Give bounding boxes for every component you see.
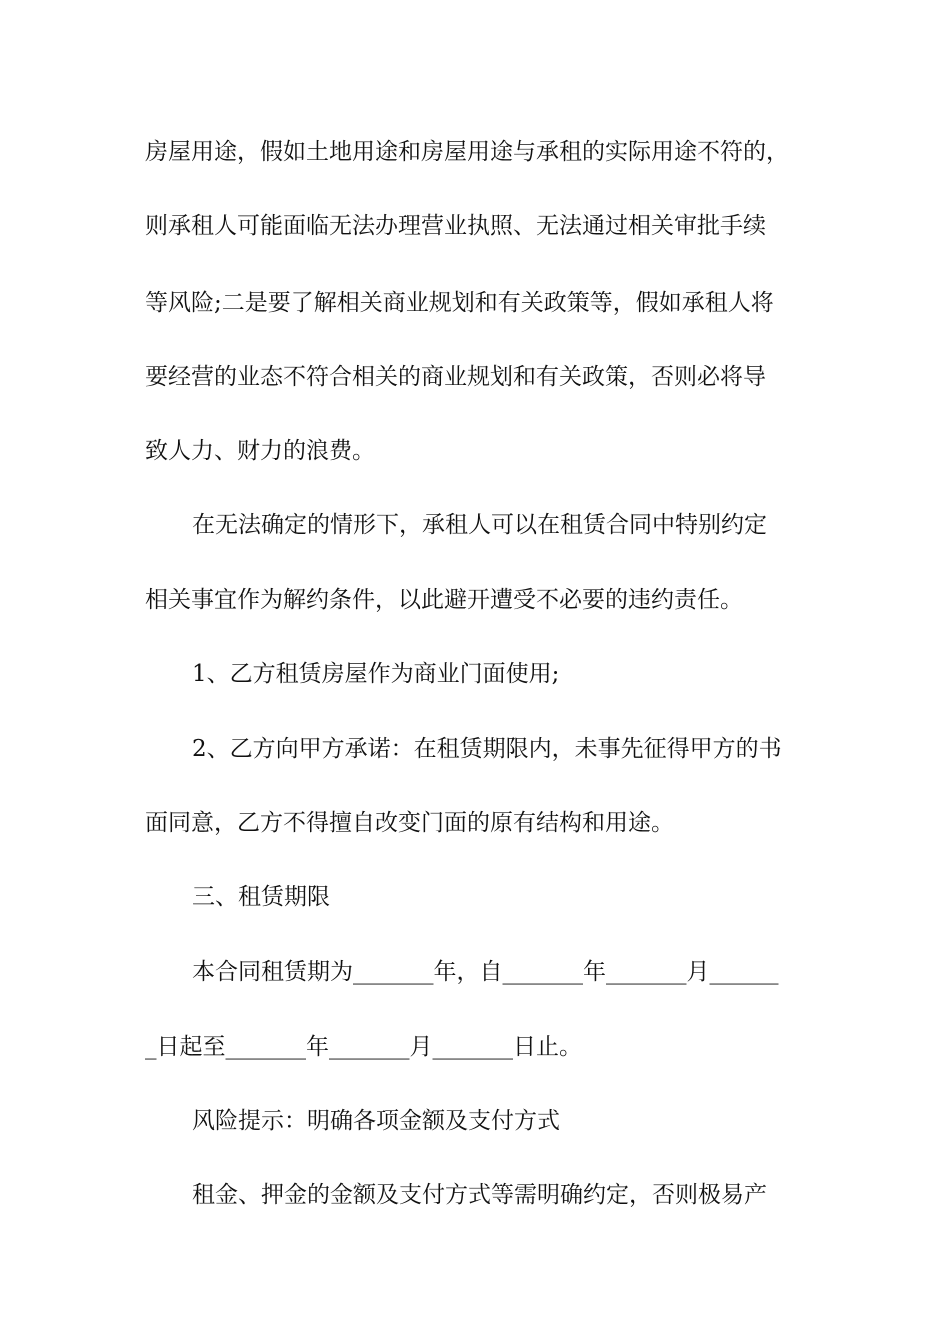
paragraph-line: 致人力、财力的浪费。: [145, 438, 375, 464]
paragraph-line: 要经营的业态不符合相关的商业规划和有关政策，否则必将导: [145, 364, 766, 390]
paragraph-line: 等风险;二是要了解相关商业规划和有关政策等，假如承租人将: [145, 290, 774, 316]
paragraph-line: _日起至_______年_______月_______日止。: [145, 1034, 582, 1060]
risk-heading: 风险提示：明确各项金额及支付方式: [192, 1108, 560, 1134]
list-item-2: 2、乙方向甲方承诺：在租赁期限内，未事先征得甲方的书: [192, 736, 782, 762]
section-heading: 三、租赁期限: [192, 884, 330, 910]
paragraph-line: 在无法确定的情形下，承租人可以在租赁合同中特别约定: [192, 512, 767, 538]
paragraph-line: 本合同租赁期为_______年，自_______年_______月______: [192, 959, 779, 985]
list-item-1: 1、乙方租赁房屋作为商业门面使用;: [192, 661, 560, 687]
paragraph-line: 面同意，乙方不得擅自改变门面的原有结构和用途。: [145, 810, 674, 836]
paragraph-line: 则承租人可能面临无法办理营业执照、无法通过相关审批手续: [145, 213, 766, 239]
paragraph-line: 租金、押金的金额及支付方式等需明确约定，否则极易产: [192, 1182, 767, 1208]
paragraph-line: 相关事宜作为解约条件，以此避开遭受不必要的违约责任。: [145, 587, 743, 613]
paragraph-line: 房屋用途，假如土地用途和房屋用途与承租的实际用途不符的，: [145, 139, 789, 165]
